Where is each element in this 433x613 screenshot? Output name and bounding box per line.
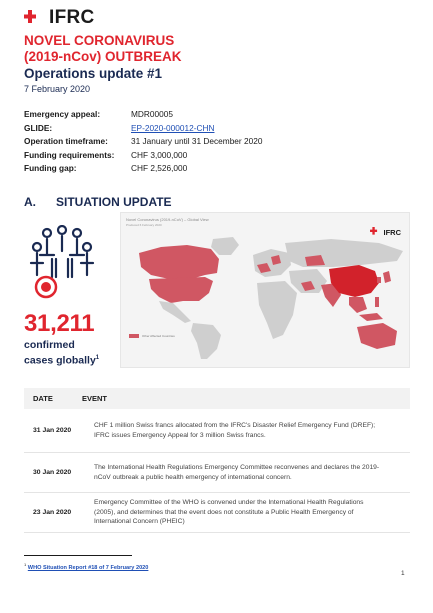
cases-label-line1: confirmed: [24, 339, 75, 351]
row-event: Emergency Committee of the WHO is convened under the International Health Regulations (2005), and determines that the event does not constitute a Public Health Emergency of International Concern (PHEIC): [94, 499, 364, 526]
map-subtitle: Produced 6 February 2020: [126, 223, 162, 227]
ifrc-logo: [24, 8, 95, 28]
info-row-glide: [24, 122, 262, 136]
info-value: 31 January until 31 December 2020: [131, 136, 263, 147]
info-value: CHF 2,526,000: [131, 163, 188, 174]
map-legend: [129, 334, 175, 338]
info-row-appeal: [24, 108, 262, 122]
glide-link[interactable]: EP-2020-000012-CHN: [131, 122, 215, 133]
update-title: Operations update #1: [24, 66, 163, 81]
section-heading: [24, 195, 172, 209]
report-title-line1: NOVEL CORONAVIRUS: [24, 33, 175, 48]
info-label: Funding gap:: [24, 163, 77, 174]
cases-label-text: cases globally: [24, 354, 96, 367]
footnote-number: 1: [24, 562, 27, 567]
events-table: [24, 388, 410, 533]
info-label: Emergency appeal:: [24, 109, 101, 119]
legend-swatch: [129, 334, 139, 338]
info-label: Funding requirements:: [24, 149, 115, 160]
map-title: Novel Coronavirus (2019-nCoV) – Global View: [126, 217, 209, 222]
world-map-graphic: [121, 235, 411, 361]
world-map: [120, 212, 410, 368]
legend-label: Other Affected Countries: [142, 334, 175, 338]
report-title: [24, 33, 182, 65]
page-number: 1: [401, 570, 405, 577]
row-date: 30 Jan 2020: [33, 469, 72, 476]
info-value: CHF 3,000,000: [131, 149, 188, 160]
footnote: [24, 561, 148, 572]
section-title: SITUATION UPDATE: [56, 195, 172, 209]
table-row: [24, 493, 410, 533]
report-date: 7 February 2020: [24, 84, 91, 94]
red-cross-crescent-icon: [24, 10, 46, 27]
people-virus-icon: [26, 225, 98, 305]
info-row-gap: [24, 162, 262, 176]
header-event: EVENT: [82, 394, 108, 403]
footnote-ref[interactable]: 1: [95, 355, 100, 361]
confirmed-cases-label: [24, 339, 99, 368]
info-label: GLIDE:: [24, 122, 53, 133]
map-logo-text: IFRC: [383, 227, 401, 237]
cases-label-line2: [24, 352, 99, 368]
header-date: DATE: [33, 394, 53, 403]
report-title-line2: (2019-nCov) OUTBREAK: [24, 49, 182, 64]
table-header: [24, 388, 410, 409]
footnote-link[interactable]: WHO Situation Report #18 of 7 February 2020: [27, 564, 149, 571]
appeal-info: [24, 108, 262, 176]
table-row: [24, 409, 410, 453]
footnote-divider: [24, 555, 132, 556]
table-row: [24, 453, 410, 493]
info-label: Operation timeframe:: [24, 136, 108, 147]
row-event: CHF 1 million Swiss francs allocated from the IFRC's Disaster Relief Emergency Fund (DREF); IFRC issues Emergency Appeal for 3 million Swiss francs.: [94, 422, 376, 439]
info-row-timeframe: [24, 135, 262, 149]
row-date: 31 Jan 2020: [33, 427, 72, 434]
info-row-requirements: [24, 149, 262, 163]
logo-text: IFRC: [49, 7, 95, 28]
row-event: The International Health Regulations Emergency Committee reconvenes and declares the 2019-nCoV outbreak a public health emergency of international concern.: [94, 464, 380, 481]
section-letter: A.: [24, 195, 36, 209]
confirmed-cases-count: 31,211: [24, 310, 95, 337]
info-value: MDR00005: [131, 109, 173, 119]
row-date: 23 Jan 2020: [33, 509, 72, 516]
